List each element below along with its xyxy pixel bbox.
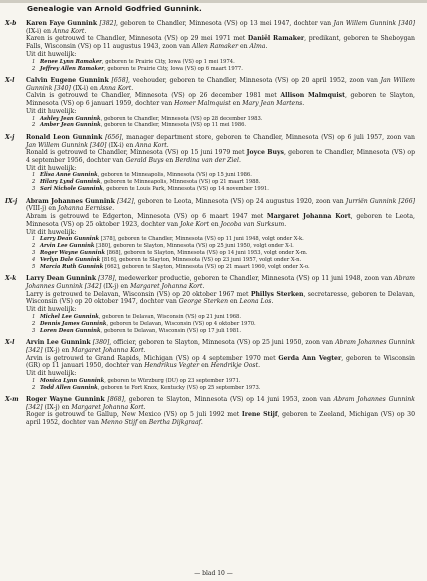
child-details: , geboren te Chandler, Minnesota (VS) op 28 december 1983. [100,115,263,122]
child-details: , geboren te Delavan, Wisconsin (VS) op 21 juni 1968. [98,313,242,320]
entry-generation-code: X-m [5,395,19,403]
list-item [32,378,415,385]
text-run: Uit dit huwelijk: [26,228,77,236]
reference-text: Jan Willem Gunnink [340] [26,141,107,149]
genealogy-entry [5,20,415,72]
reference-text: Margaret Johanna Kort [71,346,144,354]
child-number: 2 [32,384,36,391]
genealogy-entry [5,275,415,334]
text-run: , geboren te Chandler, Minnesota (VS) op 13 mei 1947, dochter van [115,20,334,27]
text-run: Uit dit huwelijk: [26,306,77,314]
text-run: . [143,346,146,354]
entry-text [26,77,415,116]
children-list [32,378,415,392]
genealogy-entry [5,339,415,391]
reference-text: Jan Willem Gunnink [340] [26,76,416,92]
text-run: Roger is getrouwd te Gallup, New Mexico (VS) op 5 juli 1992 met [26,411,242,419]
person-name: Arvin Lee Gunnink [26,339,91,347]
entry-generation-code: X-b [5,20,17,27]
text-run: Larry is getrouwd te Delavan, Wisconsin (VS) op 20 oktober 1967 met [26,290,251,298]
text-run: Abram is getrouwd te Edgerton, Minnesota (VS) op 6 maart 1947 met [26,213,267,221]
text-run: en [238,43,250,51]
child-number: 3 [32,186,36,193]
entry-text [26,20,415,59]
text-run: , geboren te Leota, Minnesota (VS) op 24 augustus 1920, zoon van [133,197,346,205]
text-run: , predikant, geboren te Sheboygan Falls, Wisconsin (VS) op 11 augustus 1943, zoon van [26,35,415,51]
genealogy-entry [5,134,415,193]
page-title: Genealogie van Arnold Godfried Gunnink. [27,4,202,13]
child-name: Larry Dean Gunnink [40,236,100,243]
text-run: en [199,362,211,370]
child-number: 2 [32,179,36,186]
text-run: Arvin is getrouwd te Grand Rapids, Michigan (VS) op 4 september 1970 met [26,354,279,362]
text-run: . [284,220,287,228]
child-details: [816], geboren te Slayton, Minnesota (VS) op 23 juni 1957, volgt onder X-n. [100,256,302,263]
text-run: , geboren te Wisconsin (GR) op 11 januari 1950, dochter van [26,354,416,370]
reference-text: Anna Kort [99,84,132,92]
child-name: Ashley Jean Gunnink [40,115,101,122]
list-item [32,186,415,193]
person-name: Calvin Eugene Gunnink [26,76,109,84]
child-name: Jeffrey Allen Ramaker [40,65,105,72]
reference-text: Anna Kort [52,27,85,35]
child-name: Michel Lee Gunnink [40,313,99,320]
spouse-name: Margaret Johanna Kort [266,213,351,221]
text-run: . [202,282,205,290]
child-number: 1 [32,172,36,179]
reference-text: Hendrikje Oost [210,362,259,370]
reference-text: Berdina van der Ziel [175,156,239,164]
text-run: Calvin is getrouwd te Chandler, Minnesota (VS) op 26 december 1981 met [26,92,281,100]
child-name: Sari Nichole Gunnink [40,186,103,193]
spouse-name: Gerda Ann Vegter [278,354,342,362]
child-name: Renee Lynn Ramaker [40,58,102,65]
text-run: , geboren te Slayton, Minnesota (VS) op 14 juni 1953, zoon van [123,395,334,403]
reference-text: [378] [98,275,115,283]
text-run: Uit dit huwelijk: [26,164,77,172]
list-item [32,250,415,257]
children-list [32,116,415,130]
child-details: [378], geboren te Chandler, Minnesota (VS) op 11 juni 1948, volgt onder X-k. [99,236,304,243]
genealogy-entries [5,20,415,427]
reference-text: Homer Malmquist [174,100,231,108]
child-details: , geboren te Prairie City, Iowa (VS) op 1 mei 1974. [101,58,235,65]
reference-text: [342] [117,197,134,205]
child-name: Hilary Lynd Gunnink [40,179,101,186]
entry-generation-code: X-l [5,339,15,347]
spouse-name: Daniël Ramaker [247,35,305,43]
child-number: 5 [32,263,36,270]
child-number: 2 [32,320,36,327]
text-run: . [271,298,274,306]
child-name: Dennis James Gunnink [40,320,107,327]
child-name: Todd Allen Gunnink [40,384,98,391]
reference-text: Jurriën Gunnink [266] [345,197,416,205]
text-run: , geboren te Slayton, Minnesota (VS) op 6 januari 1959, dochter van [26,92,415,108]
reference-text: Bertha Dijkgraaf [148,419,201,427]
child-details: , geboren te Delavan, Wisconsin (VS) op 4 oktober 1970. [106,320,256,327]
text-run: . [258,362,261,370]
text-run: Uit dit huwelijk: [26,369,77,377]
text-run: , manager department store, geboren te Chandler, Minnesota (VS) op 6 juli 1957, zoon van [121,133,415,141]
genealogy-entry [5,77,415,129]
text-run: (IX-j) en [101,282,131,290]
text-run: . [84,27,87,35]
text-run: , geboren te Chandler, Minnesota (VS) op 4 september 1956, dochter van [26,149,416,164]
reference-text: [868] [107,395,124,403]
text-run: (IX-i) en [70,84,100,92]
reference-text: [380] [92,339,110,347]
page-top-edge [0,0,427,3]
entry-generation-code: IX-j [5,197,18,205]
text-run: . [112,205,115,213]
text-run: (IX-j) en [42,346,72,354]
entry-generation-code: X-j [5,133,15,141]
list-item [32,314,415,321]
child-details: , geboren te Würzburg (DU) op 23 september 1971. [104,377,241,384]
list-item [32,243,415,250]
spouse-name: Irene Stijf [241,411,278,419]
reference-text: Mary Jean Martens [242,100,303,108]
text-run: , geboren te Leota, Minnesota (VS) op 25 oktober 1923, dochter van [26,213,416,228]
person-name: Karen Faye Gunnink [26,20,98,27]
children-list [32,236,415,271]
child-details: , geboren te Louis Park, Minnesota (VS) op 14 november 1991. [102,186,269,193]
child-details: [380], geboren te Slayton, Minnesota (VS) op 25 juni 1950, volgt onder X-l. [94,243,294,250]
child-number: 2 [32,243,36,250]
list-item [32,385,415,392]
text-run: , veehouder, geboren te Chandler, Minnesota (VS) op 20 april 1952, zoon van [128,76,381,84]
child-name: Amber Jean Gunnink [40,122,101,129]
spouse-name: Allison Malmquist [280,92,345,100]
children-list [32,172,415,193]
reference-text: Abram Johannes Gunnink [342] [26,275,416,290]
text-run: Karen is getrouwd te Chandler, Minnesota (VS) op 29 mei 1971 met [26,35,248,43]
reference-text: Gerald Buys [125,156,164,164]
child-details: [868], geboren te Slayton, Minnesota (VS) op 14 juni 1953, volgt onder X-m. [104,250,308,257]
text-run: en [228,298,240,306]
child-name: Monica Lynn Gunnink [40,377,105,384]
text-run: en [137,419,149,427]
child-name: Marcia Ruth Gunnink [40,263,104,270]
text-run: Uit dit huwelijk: [26,50,77,58]
child-details: , geboren te Delavan, Wisconsin (VS) op 17 juli 1981. [100,327,242,334]
reference-text: Hendrikus Vegter [144,362,200,370]
spouse-name: Joyce Buys [246,149,284,157]
reference-text: Jocoba van Surksum [220,220,285,228]
child-name: Arvin Lee Gunnink [40,243,95,250]
reference-text: Jan Willem Gunnink [340] [333,20,415,27]
reference-text: Margaret Johanna Kort [71,403,144,411]
text-run: . [166,141,169,149]
child-number: 3 [32,327,36,334]
list-item [32,257,415,264]
child-name: Roger Wayne Gunnink [40,250,105,257]
reference-text: Anna Kort [135,141,167,149]
genealogy-entry [5,396,415,427]
reference-text: Joke Kort [180,220,210,228]
list-item [32,264,415,271]
child-number: 3 [32,250,36,257]
reference-text: Leona Los [239,298,272,306]
children-list [32,314,415,335]
list-item [32,66,415,73]
text-run: , medewerker productie, geboren te Chandler, Minnesota (VS) op 11 juni 1948, zoon van [114,275,395,283]
entry-text [26,134,415,173]
child-number: 2 [32,65,36,72]
person-name: Larry Dean Gunnink [26,275,97,283]
child-number: 2 [32,122,36,129]
reference-text: Alma [249,43,266,51]
text-run: . [143,403,146,411]
child-details: [662], geboren te Slayton, Minnesota (VS) op 21 maart 1960, volgt onder X-o. [103,263,310,270]
reference-text: Abram Johannes Gunnink [342] [26,339,415,354]
list-item [32,59,415,66]
child-number: 1 [32,313,36,320]
text-run: . [200,419,203,427]
child-number: 1 [32,115,36,122]
child-details: , geboren te Minneapolis, Minnesota (VS) op 15 juni 1986. [97,172,252,179]
reference-text: Menno Stijf [101,419,138,427]
page-number: — blad 10 — [194,570,233,577]
text-run: , officier, geboren te Slayton, Minnesota (VS) op 25 juni 1950, zoon van [109,339,336,347]
reference-text: [658] [111,76,129,84]
reference-text: George Sterken [178,298,229,306]
entry-text [26,275,415,314]
child-name: Elisa Anne Gunnink [40,172,98,179]
person-name: Abram Johannes Gunnink [26,197,115,205]
child-number: 1 [32,58,36,65]
text-run: (IX-i) en [26,27,53,35]
person-name: Ronald Leon Gunnink [26,133,103,141]
text-run: Ronald is getrouwd te Chandler, Minnesota (VS) op 15 juni 1979 met [26,149,247,157]
entry-text [26,198,415,237]
list-item [32,122,415,129]
text-run: . [131,84,134,92]
children-list [32,59,415,73]
reference-text: [656] [105,133,122,141]
person-name: Roger Wayne Gunnink [26,395,105,403]
text-run: (IX-j) en [42,403,72,411]
text-run: Uit dit huwelijk: [26,107,77,115]
child-number: 1 [32,236,36,243]
entry-text [26,339,415,378]
text-run: (VIII-j) en [26,205,58,213]
child-name: Loren Dean Gunnink [40,327,101,334]
text-run: . [238,156,241,164]
child-number: 1 [32,377,36,384]
child-name: Verlyn Dale Gunnink [40,256,101,263]
text-run: , geboren te Zeeland, Michigan (VS) op 30 april 1952, dochter van [26,411,415,427]
child-details: , geboren te Fort Knox, Kentucky (VS) op 25 september 1973. [97,384,261,391]
reference-text: [382] [99,20,116,27]
text-run: en [230,100,243,108]
spouse-name: Phillys Sterken [250,290,304,298]
text-run: , secretaresse, geboren te Delavan, Wisconsin (VS) op 20 oktober 1947, dochter van [26,290,415,306]
text-run: en [209,220,221,228]
text-run: (IX-i) en [106,141,136,149]
child-number: 4 [32,256,36,263]
entry-generation-code: X-k [5,275,17,283]
child-details: , geboren te Prairie City, Iowa (VS) op 6 maart 1977. [104,65,243,72]
list-item [32,321,415,328]
genealogy-entry [5,198,415,271]
reference-text: Johanna Eernisse [57,205,113,213]
reference-text: Margaret Johanna Kort [130,282,203,290]
child-details: , geboren te Minneapolis, Minnesota (VS) op 21 maart 1988. [100,179,261,186]
reference-text: Abram Johannes Gunnink [342] [26,395,415,411]
text-run: . [265,43,268,51]
entry-text [26,396,415,427]
text-run: . [302,100,305,108]
reference-text: Allen Ramaker [191,43,239,51]
child-details: , geboren te Chandler, Minnesota (VS) op 11 mei 1986. [100,122,247,129]
list-item [32,328,415,335]
text-run: en [163,156,176,164]
entry-generation-code: X-l [5,76,15,84]
